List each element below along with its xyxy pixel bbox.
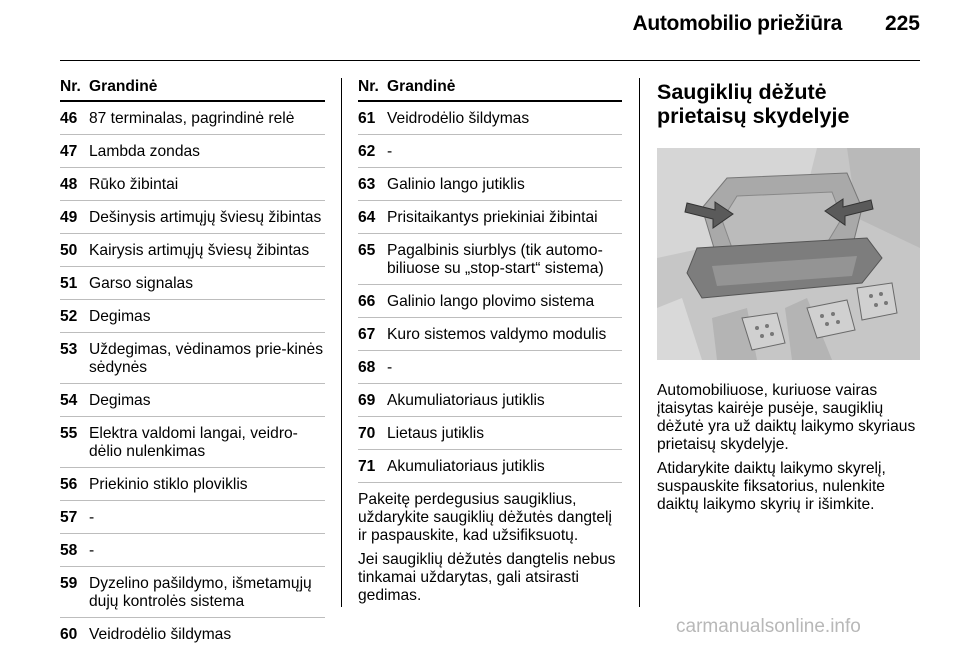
table-row — [60, 425, 325, 468]
fuse-circuit: Lietaus jutiklis — [387, 425, 485, 442]
fuse-number: 51 — [60, 275, 78, 292]
column-header-circuit: Grandinė — [89, 78, 158, 95]
fuse-circuit: - — [387, 143, 393, 160]
fuse-circuit: 87 terminalas, pagrindinė relė — [89, 110, 295, 127]
fuse-circuit: - — [89, 509, 95, 526]
fuse-circuit: Prisitaikantys priekiniai žibintai — [387, 209, 598, 226]
table-row — [60, 242, 325, 267]
table-row — [60, 143, 325, 168]
fuse-circuit: Degimas — [89, 308, 151, 325]
table-row — [358, 110, 622, 135]
page-header-title: Automobilio priežiūra — [632, 12, 842, 35]
fuse-circuit: Kairysis artimųjų šviesų žibintas — [89, 242, 310, 259]
section-instrument-panel-fusebox — [657, 80, 920, 514]
table-row — [60, 626, 325, 650]
table-row — [358, 425, 622, 450]
fuse-circuit: Dešinysis artimųjų šviesų žibintas — [89, 209, 322, 226]
fuse-circuit: Degimas — [89, 392, 151, 409]
fuse-number: 64 — [358, 209, 376, 226]
fuse-number: 67 — [358, 326, 376, 343]
table-row — [60, 110, 325, 135]
table-row — [60, 509, 325, 534]
fuse-circuit: Pagalbinis siurblys (tik automo-biliuose su „stop-start“ sistema) — [387, 242, 604, 277]
fuse-number: 69 — [358, 392, 376, 409]
instruction-paragraph: Pakeitę perdegusius saugiklius, uždarykite saugiklių dėžutės dangtelį ir paspauskite, kad užsifiksuotų. — [358, 491, 612, 544]
fusebox-illustration — [657, 148, 920, 360]
watermark: carmanualsonline.info — [676, 616, 861, 637]
fuse-number: 55 — [60, 425, 78, 442]
table-row — [60, 542, 325, 567]
fuse-circuit: - — [89, 542, 95, 559]
fuse-table-right — [358, 78, 622, 605]
fuse-number: 56 — [60, 476, 78, 493]
fusebox-diagram-svg — [657, 148, 920, 360]
fuse-circuit: Kuro sistemos valdymo modulis — [387, 326, 607, 343]
fuse-number: 62 — [358, 143, 376, 160]
column-divider — [341, 78, 342, 607]
fuse-number: 71 — [358, 458, 376, 475]
removal-paragraph: Atidarykite daiktų laikymo skyrelį, suspauskite fiksatorius, nulenkite daiktų laikymo skyrių ir išimkite. — [657, 460, 886, 513]
table-row — [60, 176, 325, 201]
fuse-circuit: - — [387, 359, 393, 376]
table-row — [358, 392, 622, 417]
fuse-number: 47 — [60, 143, 78, 160]
table-row — [60, 275, 325, 300]
fuse-circuit: Veidrodėlio šildymas — [89, 626, 232, 643]
fuse-circuit: Galinio lango jutiklis — [387, 176, 525, 193]
fuse-number: 50 — [60, 242, 78, 259]
fuse-circuit: Lambda zondas — [89, 143, 200, 160]
fuse-circuit: Veidrodėlio šildymas — [387, 110, 530, 127]
fuse-circuit: Galinio lango plovimo sistema — [387, 293, 595, 310]
column-header-circuit: Grandinė — [387, 78, 456, 95]
column-header-nr: Nr. — [358, 78, 379, 95]
column-divider — [639, 78, 640, 607]
fuse-number: 48 — [60, 176, 78, 193]
fuse-number: 65 — [358, 242, 376, 259]
section-title: Saugiklių dėžutė prietaisų skydelyje — [657, 80, 850, 128]
table-row — [358, 326, 622, 351]
fuse-number: 53 — [60, 341, 78, 358]
fuse-table-left — [60, 78, 325, 650]
location-paragraph: Automobiliuose, kuriuose vairas įtaisytas kairėje pusėje, saugiklių dėžutė yra už daiktų laikymo skyriaus prietaisų skydelyje. — [657, 382, 916, 453]
table-row — [60, 308, 325, 333]
fuse-circuit: Elektra valdomi langai, veidro-dėlio nulenkimas — [89, 425, 298, 460]
fuse-circuit: Akumuliatoriaus jutiklis — [387, 392, 545, 409]
fuse-circuit: Uždegimas, vėdinamos prie-kinės sėdynės — [89, 341, 324, 376]
table-row — [60, 209, 325, 234]
fuse-circuit: Akumuliatoriaus jutiklis — [387, 458, 545, 475]
fuse-circuit: Garso signalas — [89, 275, 194, 292]
fuse-number: 57 — [60, 509, 78, 526]
fuse-number: 54 — [60, 392, 78, 409]
fuse-number: 66 — [358, 293, 376, 310]
table-row — [358, 209, 622, 234]
table-header — [358, 78, 622, 102]
table-row — [60, 575, 325, 618]
table-row — [358, 359, 622, 384]
fuse-number: 58 — [60, 542, 78, 559]
table-row — [358, 293, 622, 318]
fuse-number: 70 — [358, 425, 376, 442]
fuse-number: 46 — [60, 110, 78, 127]
fuse-number: 49 — [60, 209, 78, 226]
fuse-number: 60 — [60, 626, 78, 643]
fuse-circuit: Rūko žibintai — [89, 176, 179, 193]
fuse-number: 61 — [358, 110, 376, 127]
fuse-number: 68 — [358, 359, 376, 376]
warning-paragraph: Jei saugiklių dėžutės dangtelis nebus tinkamai uždarytas, gali atsirasti gedimas. — [358, 551, 616, 604]
column-header-nr: Nr. — [60, 78, 81, 95]
table-row — [358, 242, 622, 285]
fuse-number: 63 — [358, 176, 376, 193]
table-row — [60, 392, 325, 417]
table-row — [358, 143, 622, 168]
fuse-circuit: Dyzelino pašildymo, išmetamųjų dujų kontrolės sistema — [89, 575, 312, 610]
header-divider — [60, 60, 920, 61]
page-number: 225 — [884, 12, 920, 35]
fuse-circuit: Priekinio stiklo ploviklis — [89, 476, 248, 493]
table-row — [358, 458, 622, 483]
fuse-number: 52 — [60, 308, 78, 325]
table-header — [60, 78, 325, 102]
fuse-number: 59 — [60, 575, 78, 592]
table-row — [60, 341, 325, 384]
table-row — [60, 476, 325, 501]
table-row — [358, 176, 622, 201]
